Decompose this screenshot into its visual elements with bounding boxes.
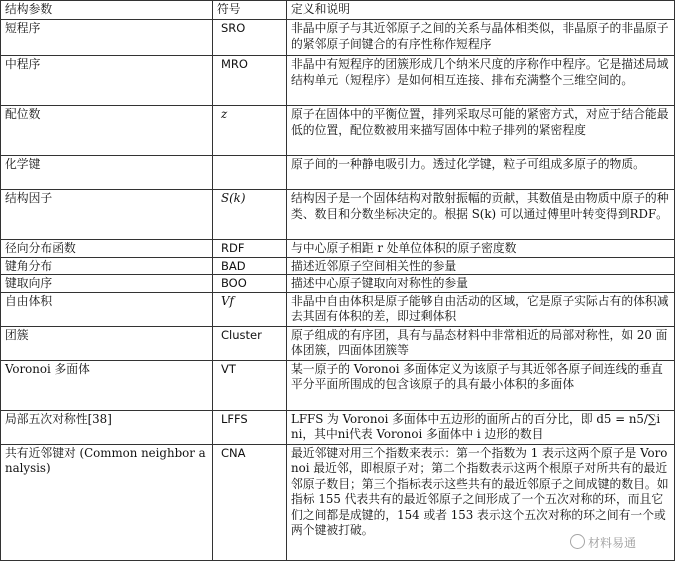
table-row xyxy=(1,190,675,240)
definition-cell: 非晶中自由体积是原子能够自由活动的区域，它是原子实际占有的体积减去其固有体积的差，即过剩体积 xyxy=(287,292,675,326)
param-cell: 键取向序 xyxy=(1,275,213,293)
header-row xyxy=(1,1,675,20)
symbol-cell: CNA xyxy=(213,444,287,560)
param-cell: 键角分布 xyxy=(1,257,213,275)
table-row xyxy=(1,106,675,156)
definition-cell: 某一原子的 Voronoi 多面体定义为该原子与其近邻各原子间连线的垂直平分平面所围成的包含该原子的具有最小体积的多面体 xyxy=(287,360,675,410)
watermark-logo-icon xyxy=(570,534,585,549)
symbol-cell: SRO xyxy=(213,20,287,56)
param-cell: 配位数 xyxy=(1,106,213,156)
symbol-cell: S(k) xyxy=(213,190,287,240)
param-cell: 团簇 xyxy=(1,326,213,360)
header-symbol: 符号 xyxy=(213,1,287,20)
table-row xyxy=(1,56,675,106)
param-cell: 中程序 xyxy=(1,56,213,106)
definition-cell: 描述近邻原子空间相关性的参量 xyxy=(287,257,675,275)
header-definition: 定义和说明 xyxy=(287,1,675,20)
param-cell: 自由体积 xyxy=(1,292,213,326)
symbol-cell: z xyxy=(213,106,287,156)
definition-cell: 结构因子是一个固体结构对散射振幅的贡献，其数值是由物质中原子的种类、数目和分数坐标决定的。根据 S(k) 可以通过傅里叶转变得到RDF。 xyxy=(287,190,675,240)
symbol-cell xyxy=(213,156,287,190)
definition-cell: 非晶中有短程序的团簇形成几个纳米尺度的序称作中程序。它是描述局域结构单元（短程序）是如何相互连接、排布充满整个三维空间的。 xyxy=(287,56,675,106)
table-row xyxy=(1,410,675,444)
definition-cell: 与中心原子相距 r 处单位体积的原子密度数 xyxy=(287,240,675,258)
table-row xyxy=(1,240,675,258)
watermark xyxy=(570,534,636,551)
table-row xyxy=(1,257,675,275)
symbol-cell: Vf xyxy=(213,292,287,326)
param-cell: Voronoi 多面体 xyxy=(1,360,213,410)
table-row xyxy=(1,20,675,56)
table-row xyxy=(1,156,675,190)
param-cell: 短程序 xyxy=(1,20,213,56)
definition-cell: 原子在固体中的平衡位置，排列采取尽可能的紧密方式，对应于结合能最低的位置，配位数被用来描写固体中粒子排列的紧密程度 xyxy=(287,106,675,156)
definition-cell: LFFS 为 Voronoi 多面体中五边形的面所占的百分比，即 d5 = n5/∑i ni，其中ni代表 Voronoi 多面体中 i 边形的数目 xyxy=(287,410,675,444)
header-param: 结构参数 xyxy=(1,1,213,20)
definition-cell: 原子间的一种静电吸引力。透过化学键，粒子可组成多原子的物质。 xyxy=(287,156,675,190)
param-cell: 局部五次对称性[38] xyxy=(1,410,213,444)
param-cell: 化学键 xyxy=(1,156,213,190)
table-row xyxy=(1,275,675,293)
definition-cell: 原子组成的有序团，具有与晶态材料中非常相近的局部对称性，如 20 面体团簇，四面体团簇等 xyxy=(287,326,675,360)
symbol-cell: LFFS xyxy=(213,410,287,444)
table-row xyxy=(1,360,675,410)
symbol-cell: Cluster xyxy=(213,326,287,360)
table-row xyxy=(1,326,675,360)
param-cell: 结构因子 xyxy=(1,190,213,240)
symbol-cell: BOO xyxy=(213,275,287,293)
definition-cell: 非晶中原子与其近邻原子之间的关系与晶体相类似，非晶原子的非晶原子的紧邻原子间键合的有序性称作短程序 xyxy=(287,20,675,56)
definition-cell: 描述中心原子键取向对称性的参量 xyxy=(287,275,675,293)
symbol-cell: VT xyxy=(213,360,287,410)
param-cell: 径向分布函数 xyxy=(1,240,213,258)
table-row xyxy=(1,292,675,326)
symbol-cell: MRO xyxy=(213,56,287,106)
watermark-text: 材料易通 xyxy=(587,536,636,550)
symbol-cell: BAD xyxy=(213,257,287,275)
symbol-cell: RDF xyxy=(213,240,287,258)
definition-cell: 最近邻键对用三个指数来表示：第一个指数为 1 表示这两个原子是 Voronoi 最近邻，即根原子对；第二个指数表示这两个根原子对所共有的最近邻原子数目；第三个指标表示这些共有的最近邻原子之间成键的数目。如指标 155 代表共有的最近邻原子之间形成了一个五次对称的环，而且它们之间都是成键的，154 或者 153 表示这个五次对称的环之间有一个或两个键被打破。 xyxy=(287,444,675,560)
param-cell: 共有近邻键对 (Common neighbor analysis) xyxy=(1,444,213,560)
